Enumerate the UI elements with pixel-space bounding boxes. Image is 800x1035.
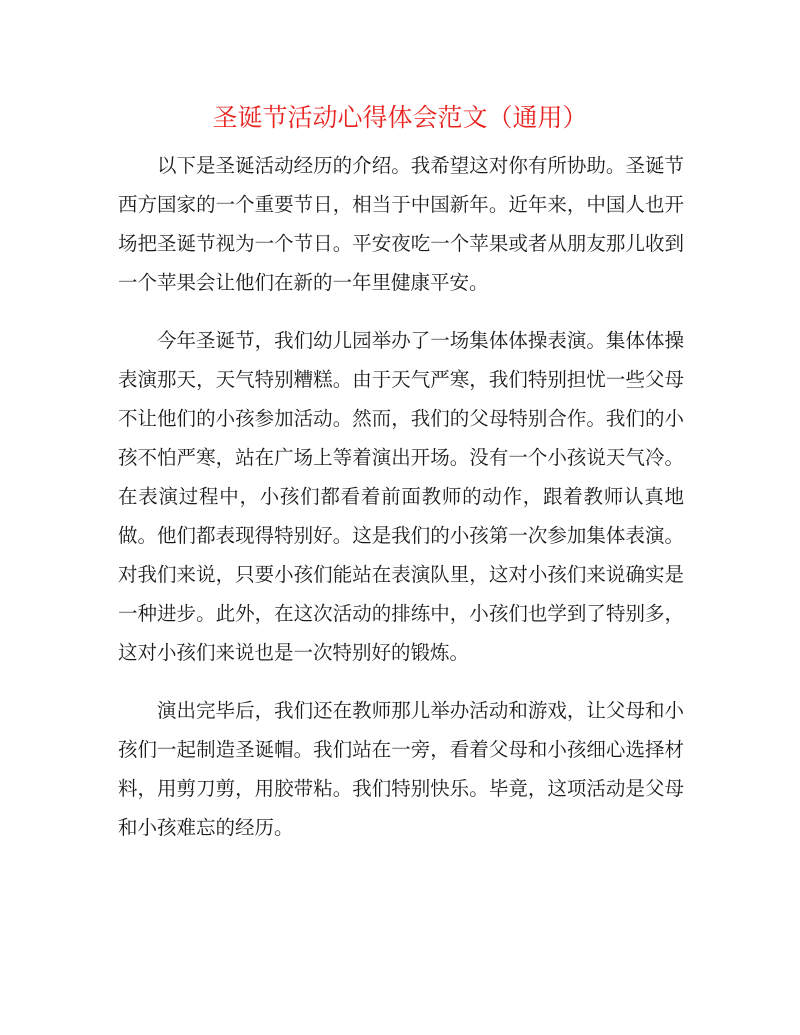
document-title: 圣诞节活动心得体会范文（通用） xyxy=(212,103,588,132)
document-body xyxy=(118,146,684,866)
paragraph-3: 演出完毕后，我们还在教师那儿举办活动和游戏，让父母和小孩们一起制造圣诞帽。我们站在一旁，看着父母和小孩细心选择材料，用剪刀剪，用胶带粘。我们特别快乐。毕竟，这项活动是父母和小孩难忘的经历。 xyxy=(118,699,684,839)
paragraph-1: 以下是圣诞活动经历的介绍。我希望这对你有所协助。圣诞节西方国家的一个重要节日，相当于中国新年。近年来，中国人也开场把圣诞节视为一个节日。平安夜吃一个苹果或者从朋友那儿收到一个苹果会让他们在新的一年里健康平安。 xyxy=(118,154,684,294)
paragraph-2: 今年圣诞节，我们幼儿园举办了一场集体体操表演。集体体操表演那天，天气特别糟糕。由于天气严寒，我们特别担忧一些父母不让他们的小孩参加活动。然而，我们的父母特别合作。我们的小孩不怕严寒，站在广场上等着演出开场。没有一个小孩说天气冷。在表演过程中，小孩们都看着前面教师的动作，跟着教师认真地做。他们都表现得特别好。这是我们的小孩第一次参加集体表演。对我们来说，只要小孩们能站在表演队里，这对小孩们来说确实是一种进步。此外，在这次活动的排练中，小孩们也学到了特别多，这对小孩们来说也是一次特别好的锻炼。 xyxy=(118,329,684,664)
